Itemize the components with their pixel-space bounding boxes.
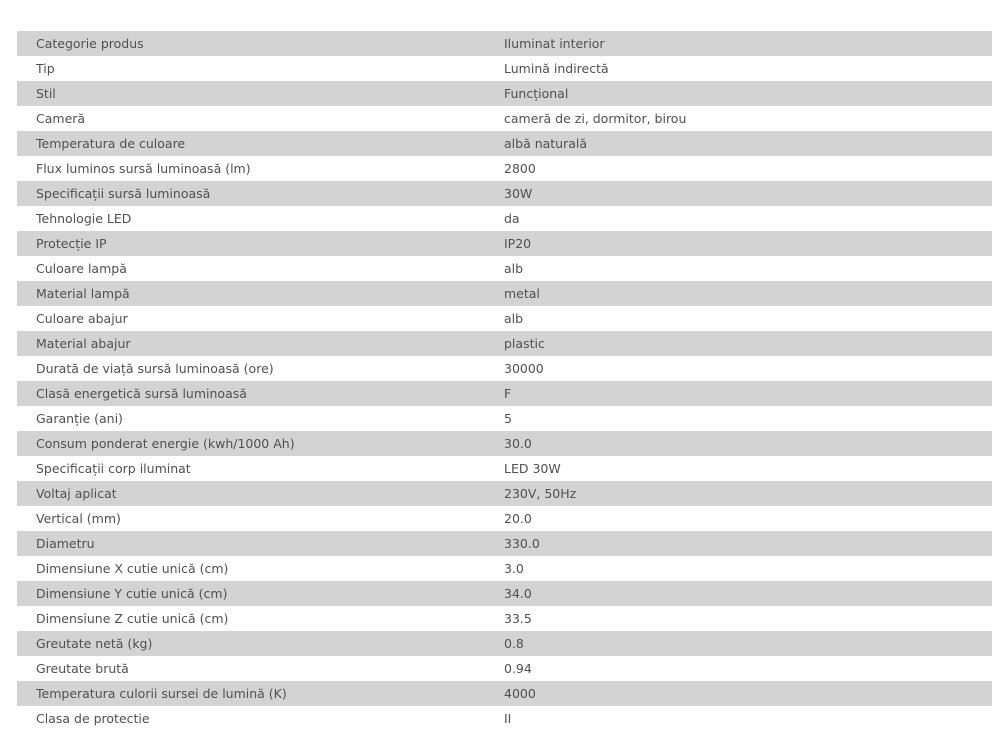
spec-label: Temperatura culorii sursei de lumină (K)	[36, 686, 287, 701]
spec-value: 33.5	[504, 611, 532, 626]
spec-row	[17, 156, 992, 181]
spec-label: Greutate netă (kg)	[36, 636, 153, 651]
spec-value: F	[504, 386, 512, 401]
spec-label: Consum ponderat energie (kwh/1000 Ah)	[36, 436, 295, 451]
spec-label: Material lampă	[36, 286, 130, 301]
spec-value: Funcțional	[504, 86, 569, 101]
spec-label: Clasa de protectie	[36, 711, 150, 726]
spec-row	[17, 31, 992, 56]
spec-row	[17, 631, 992, 656]
spec-row	[17, 456, 992, 481]
spec-value: da	[504, 211, 520, 226]
spec-row	[17, 656, 992, 681]
spec-row	[17, 506, 992, 531]
spec-label: Specificații sursă luminoasă	[36, 186, 211, 201]
spec-label: Dimensiune Y cutie unică (cm)	[36, 586, 228, 601]
spec-row	[17, 606, 992, 631]
spec-row	[17, 181, 992, 206]
spec-label: Categorie produs	[36, 36, 144, 51]
spec-label: Vertical (mm)	[36, 511, 121, 526]
spec-row	[17, 431, 992, 456]
spec-row	[17, 406, 992, 431]
spec-value: 230V, 50Hz	[504, 486, 577, 501]
spec-row	[17, 481, 992, 506]
spec-value: cameră de zi, dormitor, birou	[504, 111, 687, 126]
spec-label: Culoare lampă	[36, 261, 127, 276]
spec-row	[17, 581, 992, 606]
spec-value: alb	[504, 311, 524, 326]
spec-row	[17, 556, 992, 581]
spec-label: Dimensiune Z cutie unică (cm)	[36, 611, 229, 626]
spec-row	[17, 256, 992, 281]
spec-value: metal	[504, 286, 540, 301]
spec-value: 30.0	[504, 436, 532, 451]
spec-value: 2800	[504, 161, 536, 176]
spec-value: LED 30W	[504, 461, 561, 476]
spec-row	[17, 381, 992, 406]
spec-row	[17, 281, 992, 306]
spec-label: Specificații corp iluminat	[36, 461, 191, 476]
spec-value: plastic	[504, 336, 545, 351]
spec-label: Diametru	[36, 536, 95, 551]
spec-value: 30000	[504, 361, 544, 376]
spec-value: Iluminat interior	[504, 36, 605, 51]
spec-row	[17, 356, 992, 381]
spec-label: Voltaj aplicat	[36, 486, 117, 501]
product-specifications-table	[17, 31, 992, 731]
spec-value: 20.0	[504, 511, 532, 526]
spec-row	[17, 131, 992, 156]
spec-row	[17, 206, 992, 231]
spec-value: 330.0	[504, 536, 540, 551]
spec-row	[17, 231, 992, 256]
spec-label: Material abajur	[36, 336, 131, 351]
spec-label: Stil	[36, 86, 56, 101]
spec-value: Lumină indirectă	[504, 61, 609, 76]
spec-label: Garanție (ani)	[36, 411, 123, 426]
spec-row	[17, 81, 992, 106]
spec-row	[17, 331, 992, 356]
spec-label: Greutate brută	[36, 661, 129, 676]
spec-label: Durată de viață sursă luminoasă (ore)	[36, 361, 274, 376]
spec-value: 0.8	[504, 636, 524, 651]
spec-label: Temperatura de culoare	[36, 136, 186, 151]
spec-label: Culoare abajur	[36, 311, 128, 326]
spec-label: Protecție IP	[36, 236, 107, 251]
spec-row	[17, 706, 992, 731]
spec-value: II	[504, 711, 512, 726]
spec-value: 34.0	[504, 586, 532, 601]
spec-label: Dimensiune X cutie unică (cm)	[36, 561, 229, 576]
spec-label: Clasă energetică sursă luminoasă	[36, 386, 247, 401]
spec-value: alb	[504, 261, 524, 276]
spec-value: 30W	[504, 186, 533, 201]
spec-label: Tehnologie LED	[36, 211, 132, 226]
spec-label: Cameră	[36, 111, 86, 126]
spec-row	[17, 681, 992, 706]
spec-value: 0.94	[504, 661, 532, 676]
spec-row	[17, 531, 992, 556]
spec-value: 5	[504, 411, 512, 426]
spec-value: 3.0	[504, 561, 524, 576]
spec-row	[17, 306, 992, 331]
spec-label: Flux luminos sursă luminoasă (lm)	[36, 161, 251, 176]
spec-value: albă naturală	[504, 136, 588, 151]
spec-value: IP20	[504, 236, 532, 251]
spec-row	[17, 106, 992, 131]
spec-label: Tip	[36, 61, 55, 76]
spec-table-body	[17, 31, 992, 731]
spec-row	[17, 56, 992, 81]
spec-value: 4000	[504, 686, 536, 701]
